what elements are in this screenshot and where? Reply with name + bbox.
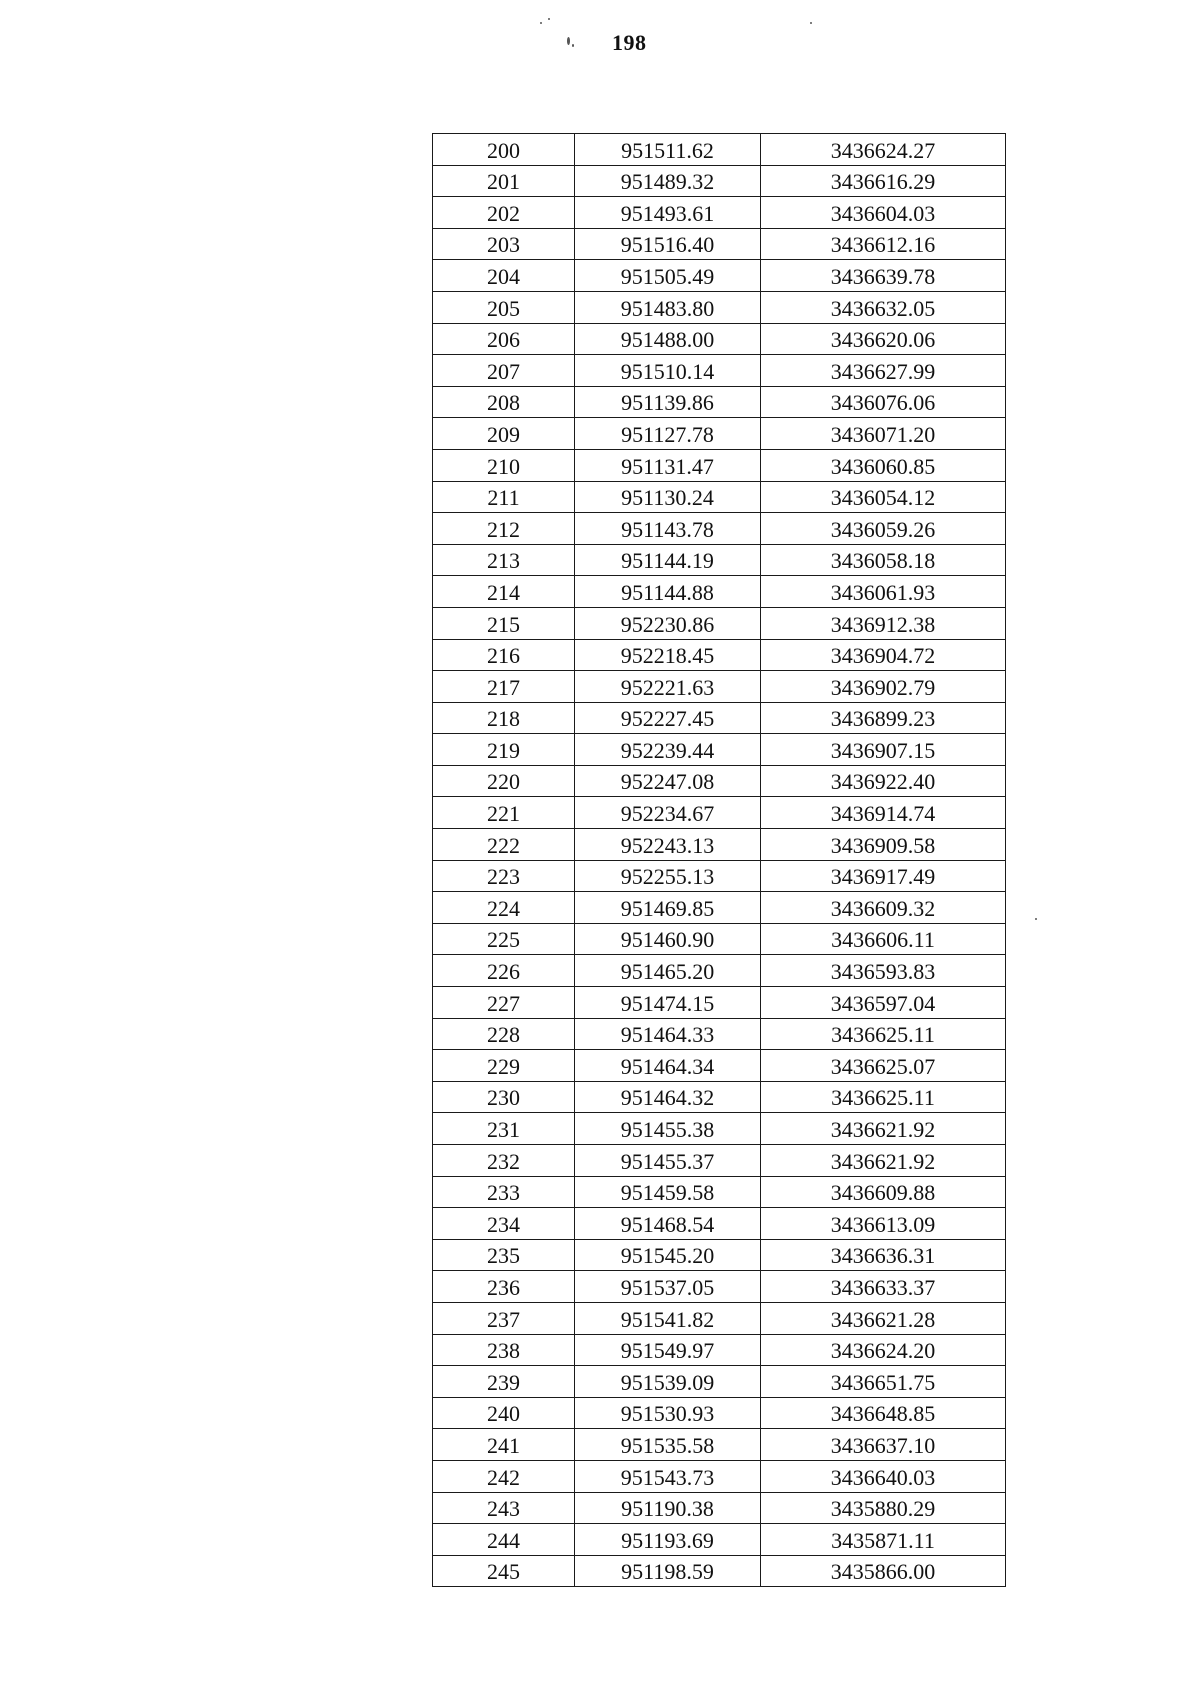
x-coordinate-cell: 952239.44 <box>575 734 761 766</box>
x-coordinate-cell: 951483.80 <box>575 291 761 323</box>
table-row <box>433 639 1006 671</box>
point-number-cell: 222 <box>433 829 575 861</box>
table-row <box>433 607 1006 639</box>
y-coordinate-cell: 3436625.07 <box>761 1050 1006 1082</box>
x-coordinate-cell: 951488.00 <box>575 323 761 355</box>
x-coordinate-cell: 951143.78 <box>575 513 761 545</box>
x-coordinate-cell: 951464.33 <box>575 1018 761 1050</box>
table-row <box>433 797 1006 829</box>
y-coordinate-cell: 3436648.85 <box>761 1397 1006 1429</box>
y-coordinate-cell: 3436058.18 <box>761 544 1006 576</box>
y-coordinate-cell: 3436621.28 <box>761 1302 1006 1334</box>
table-row <box>433 576 1006 608</box>
x-coordinate-cell: 951455.37 <box>575 1145 761 1177</box>
x-coordinate-cell: 951535.58 <box>575 1429 761 1461</box>
point-number-cell: 239 <box>433 1366 575 1398</box>
x-coordinate-cell: 951541.82 <box>575 1302 761 1334</box>
point-number-cell: 210 <box>433 449 575 481</box>
x-coordinate-cell: 951193.69 <box>575 1524 761 1556</box>
y-coordinate-cell: 3436907.15 <box>761 734 1006 766</box>
point-number-cell: 211 <box>433 481 575 513</box>
x-coordinate-cell: 951464.34 <box>575 1050 761 1082</box>
x-coordinate-cell: 952255.13 <box>575 860 761 892</box>
table-row <box>433 197 1006 229</box>
table-row <box>433 702 1006 734</box>
point-number-cell: 236 <box>433 1271 575 1303</box>
point-number-cell: 219 <box>433 734 575 766</box>
x-coordinate-cell: 952234.67 <box>575 797 761 829</box>
y-coordinate-cell: 3436636.31 <box>761 1239 1006 1271</box>
table-row <box>433 323 1006 355</box>
x-coordinate-cell: 951493.61 <box>575 197 761 229</box>
table-row <box>433 1050 1006 1082</box>
x-coordinate-cell: 952227.45 <box>575 702 761 734</box>
table-row <box>433 1366 1006 1398</box>
point-number-cell: 205 <box>433 291 575 323</box>
y-coordinate-cell: 3436624.20 <box>761 1334 1006 1366</box>
point-number-cell: 216 <box>433 639 575 671</box>
y-coordinate-cell: 3436060.85 <box>761 449 1006 481</box>
table-row <box>433 987 1006 1019</box>
point-number-cell: 208 <box>433 386 575 418</box>
y-coordinate-cell: 3436917.49 <box>761 860 1006 892</box>
x-coordinate-cell: 951545.20 <box>575 1239 761 1271</box>
scan-speck <box>810 22 812 24</box>
point-number-cell: 243 <box>433 1492 575 1524</box>
table-row <box>433 860 1006 892</box>
x-coordinate-cell: 951464.32 <box>575 1081 761 1113</box>
y-coordinate-cell: 3436054.12 <box>761 481 1006 513</box>
y-coordinate-cell: 3436621.92 <box>761 1113 1006 1145</box>
point-number-cell: 225 <box>433 923 575 955</box>
x-coordinate-cell: 951198.59 <box>575 1555 761 1587</box>
coordinates-table-body <box>433 134 1006 1587</box>
table-row <box>433 134 1006 166</box>
table-row <box>433 1460 1006 1492</box>
table-row <box>433 1302 1006 1334</box>
table-row <box>433 386 1006 418</box>
x-coordinate-cell: 951459.58 <box>575 1176 761 1208</box>
y-coordinate-cell: 3436627.99 <box>761 355 1006 387</box>
point-number-cell: 221 <box>433 797 575 829</box>
table-row <box>433 1524 1006 1556</box>
x-coordinate-cell: 952221.63 <box>575 671 761 703</box>
y-coordinate-cell: 3436620.06 <box>761 323 1006 355</box>
table-row <box>433 955 1006 987</box>
y-coordinate-cell: 3436912.38 <box>761 607 1006 639</box>
y-coordinate-cell: 3436651.75 <box>761 1366 1006 1398</box>
x-coordinate-cell: 951468.54 <box>575 1208 761 1240</box>
table-row <box>433 513 1006 545</box>
y-coordinate-cell: 3436922.40 <box>761 765 1006 797</box>
point-number-cell: 227 <box>433 987 575 1019</box>
y-coordinate-cell: 3436640.03 <box>761 1460 1006 1492</box>
x-coordinate-cell: 951139.86 <box>575 386 761 418</box>
y-coordinate-cell: 3436909.58 <box>761 829 1006 861</box>
x-coordinate-cell: 951190.38 <box>575 1492 761 1524</box>
x-coordinate-cell: 951511.62 <box>575 134 761 166</box>
table-row <box>433 260 1006 292</box>
point-number-cell: 241 <box>433 1429 575 1461</box>
scan-speck <box>548 18 550 20</box>
point-number-cell: 232 <box>433 1145 575 1177</box>
y-coordinate-cell: 3436637.10 <box>761 1429 1006 1461</box>
y-coordinate-cell: 3436061.93 <box>761 576 1006 608</box>
y-coordinate-cell: 3436633.37 <box>761 1271 1006 1303</box>
point-number-cell: 204 <box>433 260 575 292</box>
table-row <box>433 671 1006 703</box>
scan-speck <box>1035 918 1037 920</box>
y-coordinate-cell: 3436632.05 <box>761 291 1006 323</box>
x-coordinate-cell: 951530.93 <box>575 1397 761 1429</box>
table-row <box>433 544 1006 576</box>
x-coordinate-cell: 951510.14 <box>575 355 761 387</box>
point-number-cell: 213 <box>433 544 575 576</box>
x-coordinate-cell: 951127.78 <box>575 418 761 450</box>
point-number-cell: 215 <box>433 607 575 639</box>
point-number-cell: 228 <box>433 1018 575 1050</box>
table-row <box>433 355 1006 387</box>
x-coordinate-cell: 952247.08 <box>575 765 761 797</box>
x-coordinate-cell: 952243.13 <box>575 829 761 861</box>
y-coordinate-cell: 3436076.06 <box>761 386 1006 418</box>
x-coordinate-cell: 951537.05 <box>575 1271 761 1303</box>
y-coordinate-cell: 3436624.27 <box>761 134 1006 166</box>
point-number-cell: 242 <box>433 1460 575 1492</box>
point-number-cell: 217 <box>433 671 575 703</box>
y-coordinate-cell: 3436639.78 <box>761 260 1006 292</box>
x-coordinate-cell: 951469.85 <box>575 892 761 924</box>
table-row <box>433 1397 1006 1429</box>
y-coordinate-cell: 3436609.88 <box>761 1176 1006 1208</box>
table-row <box>433 829 1006 861</box>
y-coordinate-cell: 3435866.00 <box>761 1555 1006 1587</box>
point-number-cell: 224 <box>433 892 575 924</box>
point-number-cell: 201 <box>433 165 575 197</box>
point-number-cell: 207 <box>433 355 575 387</box>
x-coordinate-cell: 951489.32 <box>575 165 761 197</box>
point-number-cell: 209 <box>433 418 575 450</box>
y-coordinate-cell: 3436616.29 <box>761 165 1006 197</box>
point-number-cell: 245 <box>433 1555 575 1587</box>
table-row <box>433 892 1006 924</box>
point-number-cell: 214 <box>433 576 575 608</box>
table-row <box>433 1145 1006 1177</box>
point-number-cell: 235 <box>433 1239 575 1271</box>
x-coordinate-cell: 951460.90 <box>575 923 761 955</box>
scan-speck <box>567 37 570 45</box>
y-coordinate-cell: 3436609.32 <box>761 892 1006 924</box>
scan-speck <box>572 44 574 47</box>
table-row <box>433 1239 1006 1271</box>
x-coordinate-cell: 952218.45 <box>575 639 761 671</box>
table-row <box>433 1018 1006 1050</box>
point-number-cell: 206 <box>433 323 575 355</box>
point-number-cell: 240 <box>433 1397 575 1429</box>
table-row <box>433 1492 1006 1524</box>
x-coordinate-cell: 951474.15 <box>575 987 761 1019</box>
x-coordinate-cell: 951130.24 <box>575 481 761 513</box>
x-coordinate-cell: 951543.73 <box>575 1460 761 1492</box>
page-number: 198 <box>612 30 647 55</box>
x-coordinate-cell: 951505.49 <box>575 260 761 292</box>
scan-speck <box>540 22 542 24</box>
y-coordinate-cell: 3436071.20 <box>761 418 1006 450</box>
y-coordinate-cell: 3436059.26 <box>761 513 1006 545</box>
table-row <box>433 291 1006 323</box>
point-number-cell: 237 <box>433 1302 575 1334</box>
coordinates-table <box>432 133 1006 1587</box>
x-coordinate-cell: 951516.40 <box>575 228 761 260</box>
point-number-cell: 200 <box>433 134 575 166</box>
y-coordinate-cell: 3436899.23 <box>761 702 1006 734</box>
table-row <box>433 1113 1006 1145</box>
y-coordinate-cell: 3436625.11 <box>761 1018 1006 1050</box>
point-number-cell: 212 <box>433 513 575 545</box>
table-row <box>433 418 1006 450</box>
y-coordinate-cell: 3436597.04 <box>761 987 1006 1019</box>
table-row <box>433 1555 1006 1587</box>
point-number-cell: 230 <box>433 1081 575 1113</box>
table-row <box>433 734 1006 766</box>
x-coordinate-cell: 951465.20 <box>575 955 761 987</box>
x-coordinate-cell: 951549.97 <box>575 1334 761 1366</box>
x-coordinate-cell: 951144.19 <box>575 544 761 576</box>
y-coordinate-cell: 3436606.11 <box>761 923 1006 955</box>
point-number-cell: 238 <box>433 1334 575 1366</box>
y-coordinate-cell: 3436914.74 <box>761 797 1006 829</box>
x-coordinate-cell: 951131.47 <box>575 449 761 481</box>
point-number-cell: 233 <box>433 1176 575 1208</box>
table-row <box>433 165 1006 197</box>
y-coordinate-cell: 3436612.16 <box>761 228 1006 260</box>
x-coordinate-cell: 951144.88 <box>575 576 761 608</box>
y-coordinate-cell: 3436613.09 <box>761 1208 1006 1240</box>
y-coordinate-cell: 3436621.92 <box>761 1145 1006 1177</box>
table-row <box>433 1081 1006 1113</box>
point-number-cell: 234 <box>433 1208 575 1240</box>
point-number-cell: 203 <box>433 228 575 260</box>
table-row <box>433 1334 1006 1366</box>
point-number-cell: 202 <box>433 197 575 229</box>
table-row <box>433 228 1006 260</box>
y-coordinate-cell: 3435871.11 <box>761 1524 1006 1556</box>
y-coordinate-cell: 3436904.72 <box>761 639 1006 671</box>
table-row <box>433 1208 1006 1240</box>
y-coordinate-cell: 3436625.11 <box>761 1081 1006 1113</box>
table-row <box>433 1429 1006 1461</box>
table-row <box>433 765 1006 797</box>
point-number-cell: 244 <box>433 1524 575 1556</box>
point-number-cell: 226 <box>433 955 575 987</box>
y-coordinate-cell: 3436604.03 <box>761 197 1006 229</box>
point-number-cell: 218 <box>433 702 575 734</box>
table-row <box>433 923 1006 955</box>
table-row <box>433 481 1006 513</box>
y-coordinate-cell: 3436902.79 <box>761 671 1006 703</box>
y-coordinate-cell: 3435880.29 <box>761 1492 1006 1524</box>
table-row <box>433 449 1006 481</box>
x-coordinate-cell: 951539.09 <box>575 1366 761 1398</box>
point-number-cell: 223 <box>433 860 575 892</box>
point-number-cell: 231 <box>433 1113 575 1145</box>
point-number-cell: 229 <box>433 1050 575 1082</box>
table-row <box>433 1176 1006 1208</box>
x-coordinate-cell: 951455.38 <box>575 1113 761 1145</box>
y-coordinate-cell: 3436593.83 <box>761 955 1006 987</box>
point-number-cell: 220 <box>433 765 575 797</box>
table-row <box>433 1271 1006 1303</box>
x-coordinate-cell: 952230.86 <box>575 607 761 639</box>
